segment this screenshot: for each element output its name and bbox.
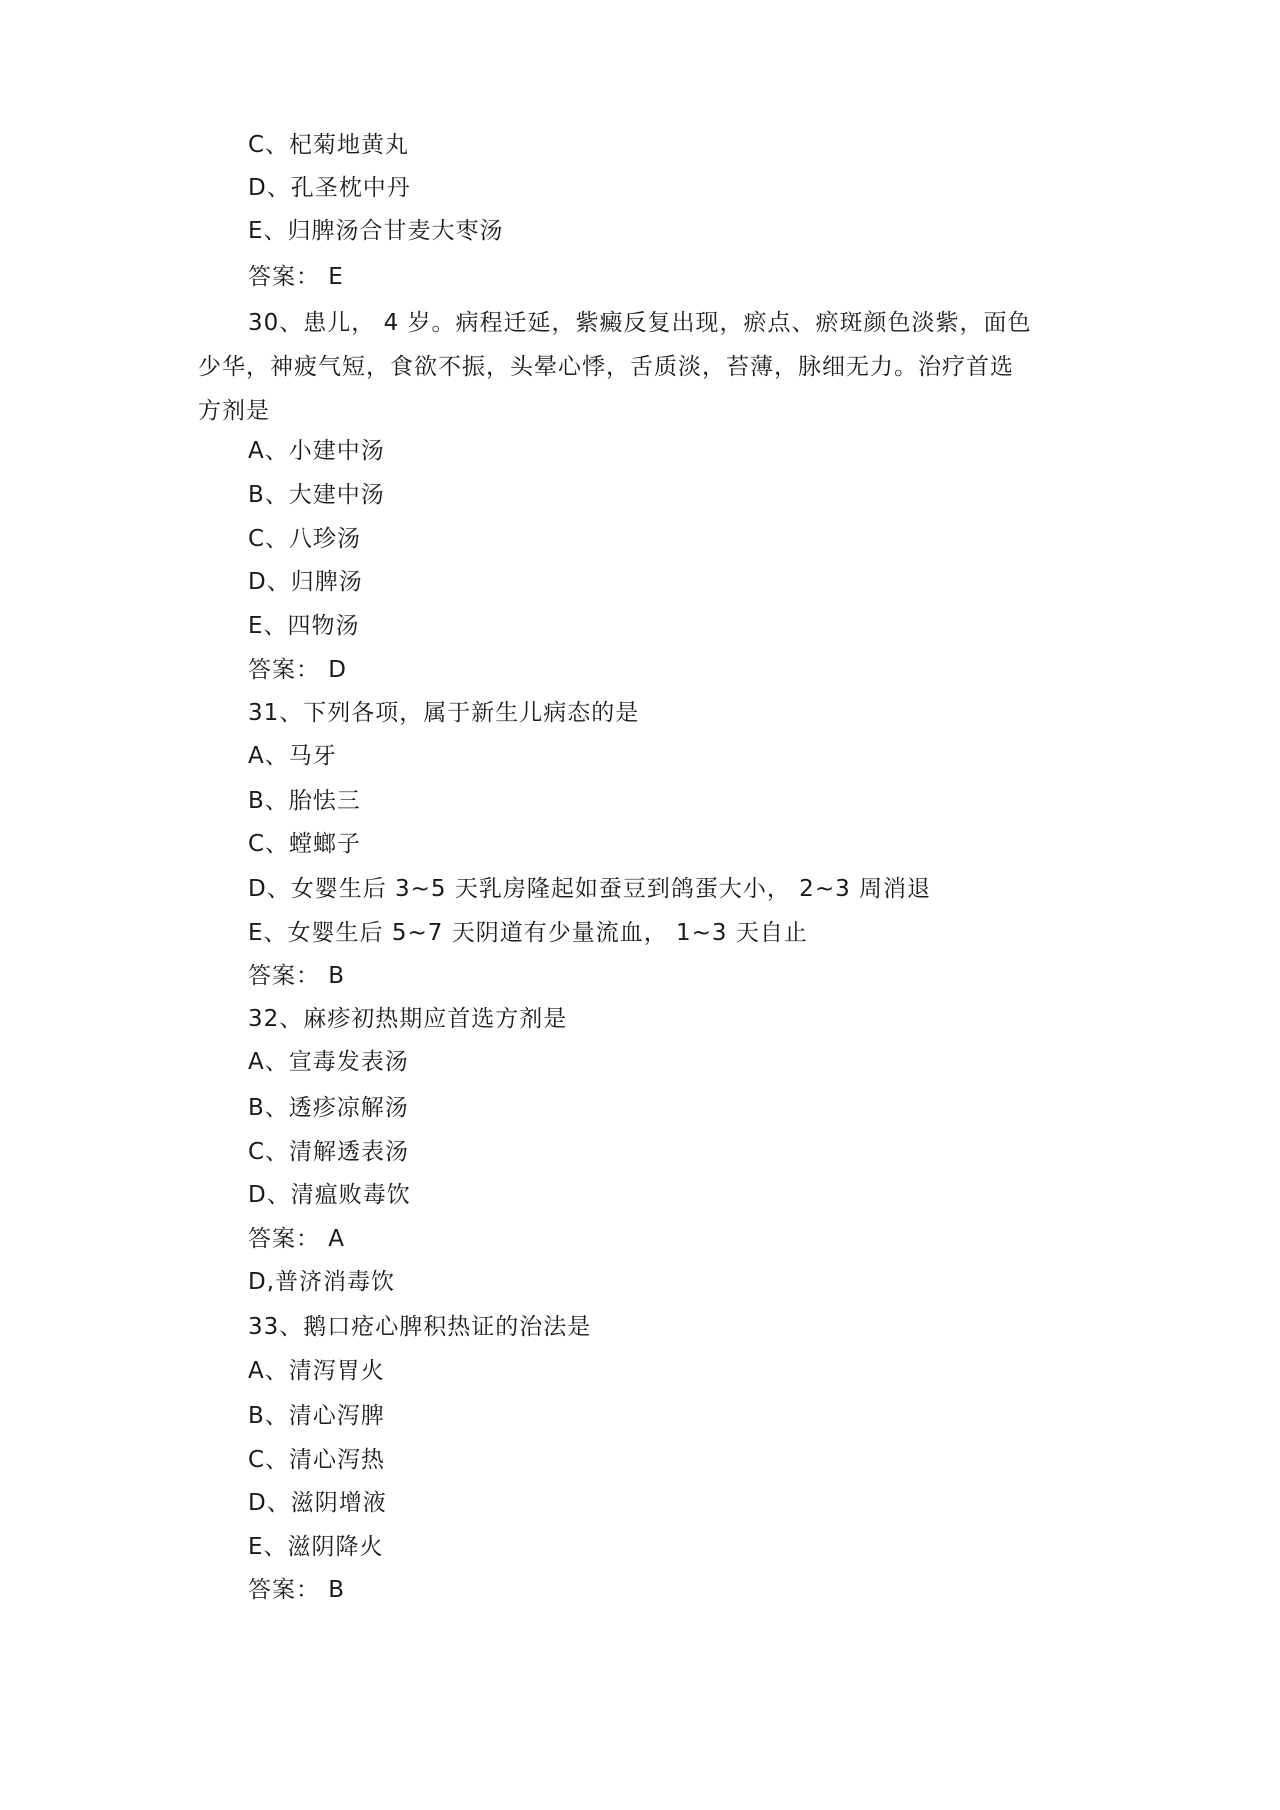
option-line: C、八珍汤: [248, 526, 362, 552]
option-line: D、孔圣枕中丹: [248, 175, 411, 201]
option-line: A、马牙: [248, 743, 337, 769]
question-line: 32、麻疹初热期应首选方剂是: [248, 1006, 568, 1032]
option-line: E、归脾汤合甘麦大枣汤: [248, 218, 504, 244]
option-line: C、清解透表汤: [248, 1139, 410, 1165]
option-line: E、女婴生后 5~7 天阴道有少量流血， 1~3 天自止: [248, 920, 808, 946]
question-line: 33、鹅口疮心脾积热证的治法是: [248, 1314, 592, 1340]
option-line: E、四物汤: [248, 613, 360, 639]
option-line: D,普济消毒饮: [248, 1269, 396, 1295]
answer-line: 答案： B: [248, 1577, 346, 1603]
option-line: B、胎怯三: [248, 788, 361, 814]
question-line: 少华，神疲气短，食欲不振，头晕心悸，舌质淡，苔薄，脉细无力。治疗首选: [198, 354, 1014, 380]
option-line: C、杞菊地黄丸: [248, 132, 410, 158]
option-line: C、清心泻热: [248, 1447, 386, 1473]
question-line: 方剂是: [198, 398, 270, 424]
option-line: A、小建中汤: [248, 438, 385, 464]
answer-line: 答案： E: [248, 264, 344, 290]
answer-line: 答案： B: [248, 963, 346, 989]
option-line: A、清泻胃火: [248, 1358, 385, 1384]
answer-line: 答案： D: [248, 657, 348, 683]
option-line: D、清瘟败毒饮: [248, 1182, 411, 1208]
option-line: D、女婴生后 3~5 天乳房隆起如蚕豆到鸽蛋大小， 2~3 周消退: [248, 876, 932, 902]
option-line: B、透疹凉解汤: [248, 1095, 409, 1121]
option-line: E、滋阴降火: [248, 1534, 384, 1560]
option-line: B、清心泻脾: [248, 1403, 385, 1429]
option-line: D、滋阴增液: [248, 1490, 387, 1516]
option-line: D、归脾汤: [248, 569, 363, 595]
question-line: 31、下列各项，属于新生儿病态的是: [248, 700, 640, 726]
answer-line: 答案： A: [248, 1226, 346, 1252]
option-line: B、大建中汤: [248, 482, 385, 508]
option-line: C、螳螂子: [248, 831, 362, 857]
question-line: 30、患儿， 4 岁。病程迁延，紫癜反复出现，瘀点、瘀斑颜色淡紫，面色: [248, 310, 1032, 336]
option-line: A、宣毒发表汤: [248, 1049, 409, 1075]
